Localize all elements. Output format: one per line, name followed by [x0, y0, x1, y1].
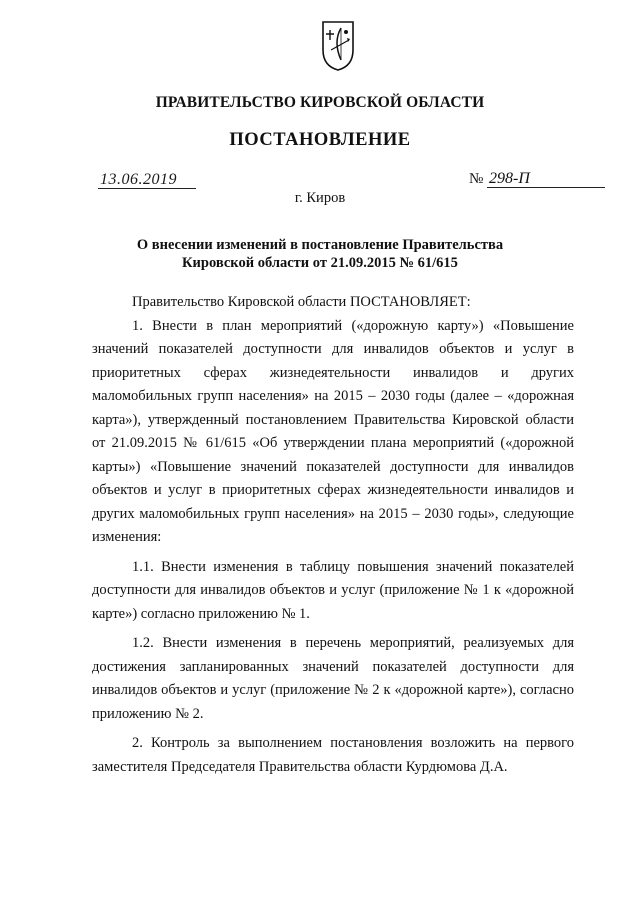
document-type-title: ПОСТАНОВЛЕНИЕ — [229, 130, 411, 150]
paragraph-1: 1. Внести в план мероприятий («дорожную карту») «Повышение значений показателей доступности для инвалидов объектов и услуг в приоритетных сферах жизнедеятельности инвалидов и других маломобильных групп населения» на 2015 – 2030 годы (далее – «дорожная карта»), утвержденный постановлением Правительства Кировской области от 21.09.2015 № 61/615 «Об утверждении плана мероприятий («дорожной карты») «Повышение значений показателей доступности для инвалидов объектов и услуг в приоритетных сферах жизнедеятельности инвалидов и других маломобильных групп населения» на 2015 – 2030 годы», следующие изменения: — [92, 317, 574, 545]
document-number-field — [469, 170, 605, 188]
subject-line-2: Кировской области от 21.09.2015 № 61/615 — [182, 255, 458, 271]
document-number: 298-П — [487, 170, 605, 188]
document-subject — [90, 236, 550, 272]
organization-title: ПРАВИТЕЛЬСТВО КИРОВСКОЙ ОБЛАСТИ — [155, 94, 485, 111]
paragraph-1-1: 1.1. Внести изменения в таблицу повышения значений показателей доступности для инвалидов объектов и услуг (приложение № 1 к «дорожной карте») согласно приложению № 1. — [92, 558, 574, 622]
intro-paragraph: Правительство Кировской области ПОСТАНОВЛЯЕТ: — [132, 294, 471, 310]
subject-line-1: О внесении изменений в постановление Правительства — [136, 237, 504, 253]
document-date: 13.06.2019 — [98, 171, 196, 189]
coat-of-arms-icon — [321, 20, 355, 72]
document-body — [92, 291, 574, 779]
number-label: № — [469, 171, 484, 187]
paragraph-2: 2. Контроль за выполнением постановления возложить на первого заместителя Председателя Правительства области Курдюмова Д.А. — [92, 735, 574, 775]
paragraph-1-2: 1.2. Внести изменения в перечень мероприятий, реализуемых для достижения запланированных значений показателей доступности для инвалидов объектов и услуг (приложение № 2 к «дорожной карте»), согласно приложению № 2. — [92, 635, 574, 722]
city-label: г. Киров — [294, 190, 346, 206]
